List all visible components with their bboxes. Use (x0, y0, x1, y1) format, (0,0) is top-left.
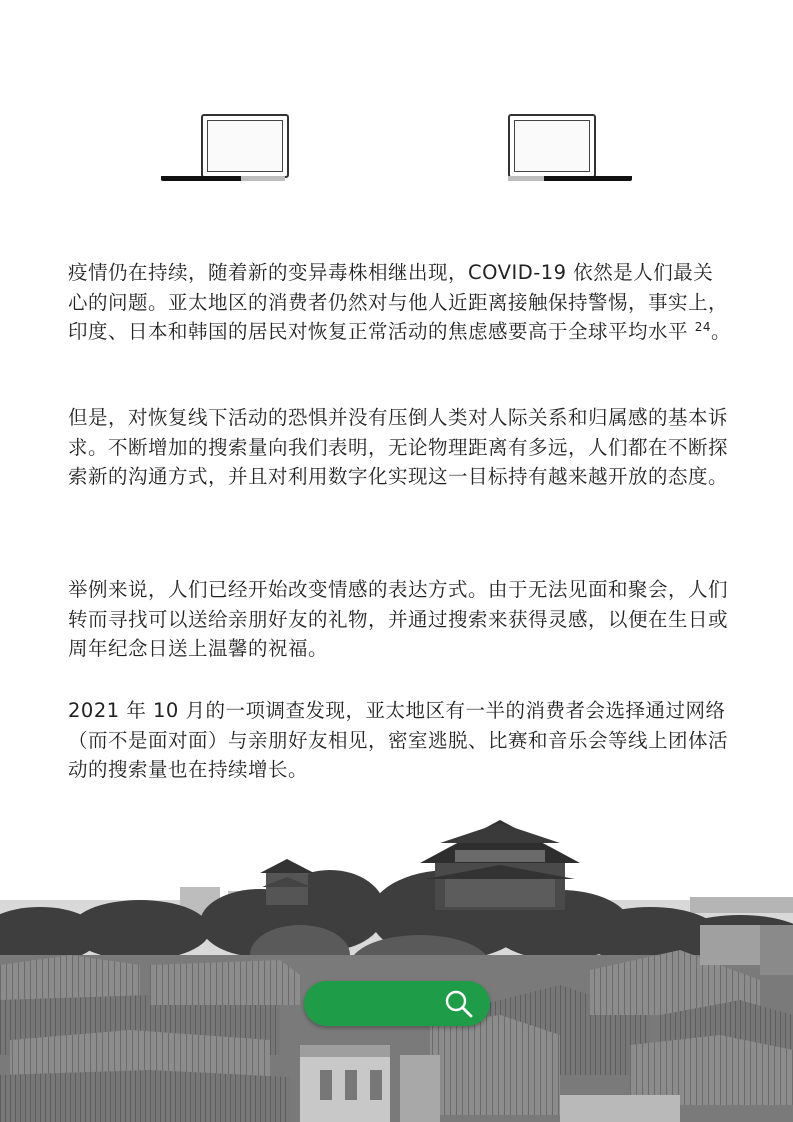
paragraph-3: 举例来说，人们已经开始改变情感的表达方式。由于无法见面和聚会，人们转而寻找可以送给亲朋好友的礼物，并通过搜索来获得灵感，以便在生日或周年纪念日送上温馨的祝福。 (68, 578, 729, 660)
laptop-illustration-left (161, 114, 285, 184)
laptop-icon (201, 114, 289, 178)
laptop-icon (508, 114, 596, 178)
paragraph-1-end: 。 (710, 320, 731, 343)
paragraph-2: 但是，对恢复线下活动的恐惧并没有压倒人类对人际关系和归属感的基本诉求。不断增加的搜索量向我们表明，无论物理距离有多远，人们都在不断探索新的沟通方式，并且对利用数字化实现这一目标持有越来越开放的态度。 (68, 406, 729, 488)
paragraph-4: 2021 年 10 月的一项调查发现，亚太地区有一半的消费者会选择通过网络（而不是面对面）与亲朋好友相见，密室逃脱、比赛和音乐会等线上团体活动的搜索量也在持续增长。 (68, 699, 729, 781)
city-rooftops-photo (0, 815, 793, 1122)
footnote-ref: 24 (694, 320, 711, 334)
paragraph-1-text: 疫情仍在持续，随着新的变异毒株相继出现，COVID-19 依然是人们最关心的问题。亚太地区的消费者仍然对与他人近距离接触保持警惕，事实上，印度、日本和韩国的居民对恢复正常活动的焦虑感要高于全球平均水平 (68, 261, 729, 343)
paragraph-1 (68, 258, 733, 347)
search-icon (444, 989, 474, 1019)
search-bar-graphic (304, 981, 490, 1026)
laptop-illustration-right (508, 114, 632, 184)
